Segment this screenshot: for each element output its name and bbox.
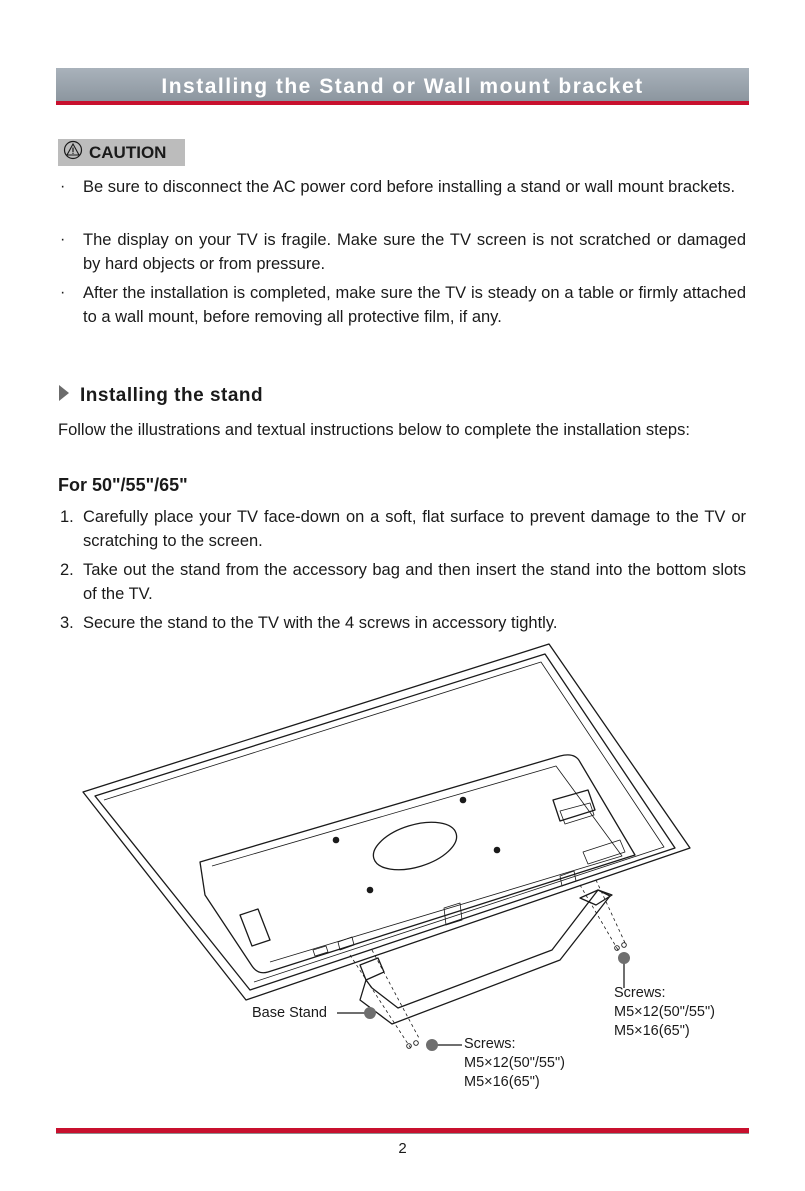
intro-text: Follow the illustrations and textual instructions below to complete the installation steps: (58, 421, 690, 439)
page-title: Installing the Stand or Wall mount bracket (161, 75, 644, 98)
step-number: 3. (60, 614, 74, 632)
screws-left-spec-2: M5×16(65") (464, 1074, 540, 1090)
caution-bullet-text: The display on your TV is fragile. Make sure the TV screen is not scratched or damaged by hard objects or from pressure. (83, 231, 746, 273)
screws-right-callout (614, 984, 715, 1041)
screws-left-callout (464, 1035, 565, 1092)
section-title: Installing the stand (80, 384, 264, 406)
caution-bullet (60, 175, 746, 199)
step-item (60, 558, 746, 606)
bullet-dot: · (60, 231, 66, 248)
screw-guide-line (596, 880, 626, 945)
step-item (60, 505, 746, 553)
screws-right-title: Screws: (614, 985, 666, 1001)
screws-right-pointer (619, 953, 630, 964)
screws-right-spec-2: M5×16(65") (614, 1023, 690, 1039)
bullet-dot: · (60, 284, 66, 301)
screw-guide-line (350, 955, 412, 1050)
step-number: 1. (60, 508, 74, 526)
mount-hole (333, 837, 340, 844)
bullet-dot: · (60, 178, 66, 195)
caution-bullet (60, 281, 746, 329)
screws-right-spec-1: M5×12(50"/55") (614, 1004, 715, 1020)
step-number: 2. (60, 561, 74, 579)
footer-rule (56, 1128, 749, 1134)
base-stand-label: Base Stand (252, 1005, 327, 1021)
caution-bullet (60, 228, 746, 276)
caution-badge (58, 139, 185, 166)
model-heading: For 50"/55"/65" (58, 475, 188, 495)
base-stand-pointer (365, 1008, 376, 1019)
screws-left-title: Screws: (464, 1036, 516, 1052)
screw-icon (622, 943, 627, 948)
mount-hole (494, 847, 501, 854)
screw-icon (414, 1041, 419, 1046)
step-text: Carefully place your TV face-down on a soft, flat surface to prevent damage to the TV or scratching to the screen. (83, 508, 746, 550)
triangle-right-icon (58, 384, 70, 407)
section-heading (58, 384, 263, 407)
stand-left-neck (360, 958, 384, 980)
caution-label: CAUTION (89, 142, 167, 162)
caution-bullet-text: After the installation is completed, make sure the TV is steady on a table or firmly attached to a wall mount, before removing all protective film, if any. (83, 284, 746, 326)
screws-left-spec-1: M5×12(50"/55") (464, 1055, 565, 1071)
warning-circle-icon (63, 140, 83, 165)
step-text: Take out the stand from the accessory bag and then insert the stand into the bottom slots of the TV. (83, 561, 746, 603)
page-number: 2 (398, 1140, 407, 1157)
header-banner (56, 68, 749, 105)
mount-hole (460, 797, 467, 804)
caution-bullet-text: Be sure to disconnect the AC power cord before installing a stand or wall mount brackets. (83, 178, 736, 196)
screws-left-pointer (427, 1040, 438, 1051)
mount-hole (367, 887, 374, 894)
step-text: Secure the stand to the TV with the 4 screws in accessory tightly. (83, 614, 558, 632)
